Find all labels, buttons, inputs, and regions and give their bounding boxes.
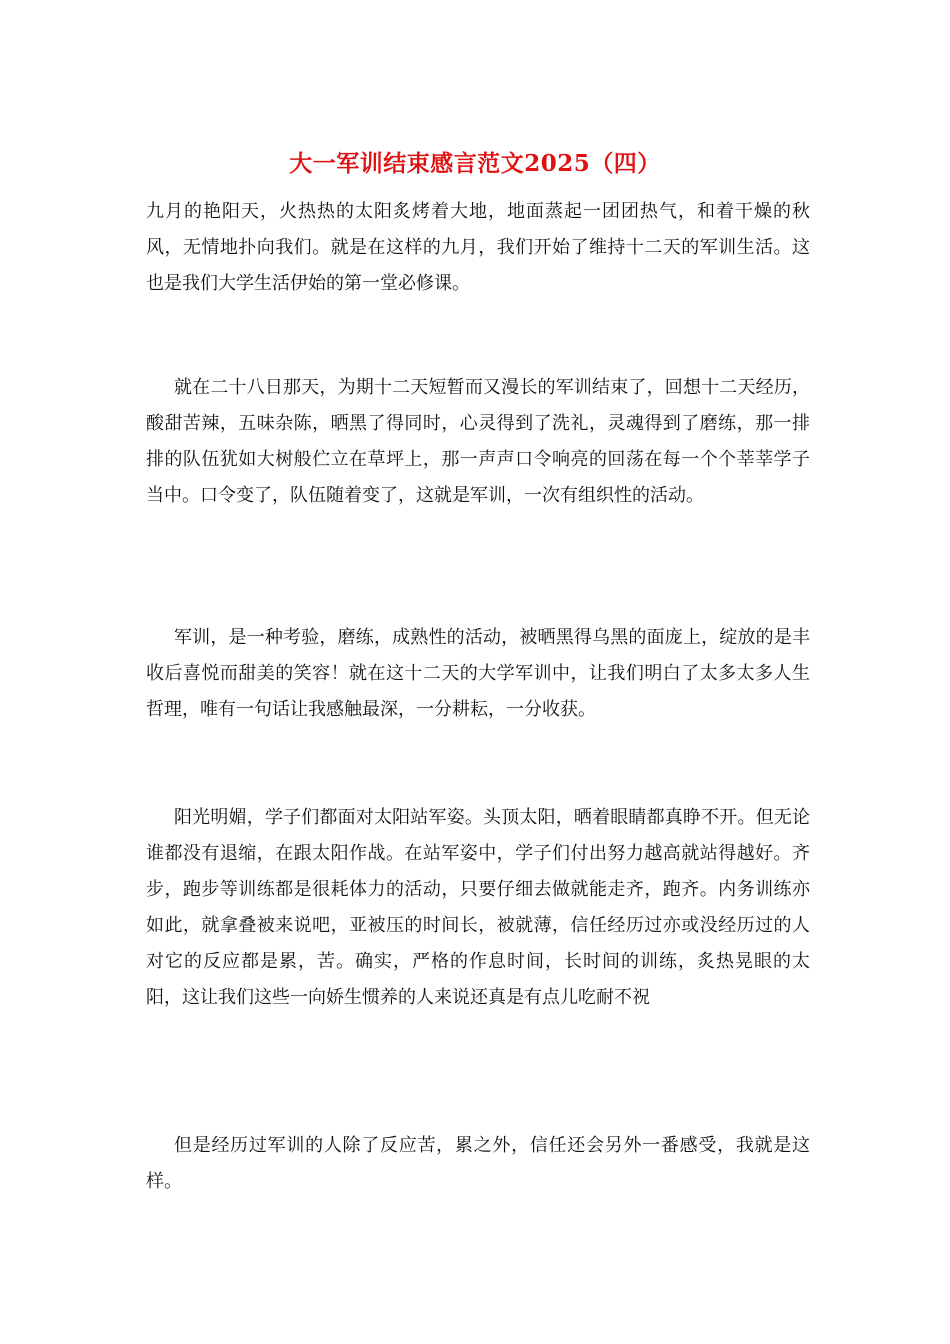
paragraph-3: 军训，是一种考验，磨练，成熟性的活动，被晒黑得乌黑的面庞上，绽放的是丰收后喜悦而甜美的笑容！就在这十二天的大学军训中，让我们明白了太多太多人生哲理，唯有一句话让我感触最深，一分耕耘，一分收获。 <box>146 627 810 720</box>
paragraph-5: 但是经历过军训的人除了反应苦，累之外，信任还会另外一番感受，我就是这样。 <box>146 1135 810 1192</box>
document-title: 大一军训结束感言范文2025（四） <box>289 150 661 177</box>
paragraph-4: 阳光明媚，学子们都面对太阳站军姿。头顶太阳，晒着眼睛都真睁不开。但无论谁都没有退缩，在跟太阳作战。在站军姿中，学子们付出努力越高就站得越好。齐步，跑步等训练都是很耗体力的活动，只要仔细去做就能走齐，跑齐。内务训练亦如此，就拿叠被来说吧，亚被压的时间长，被就薄，信任经历过亦或没经历过的人对它的反应都是累，苦。确实，严格的作息时间，长时间的训练，炙热晃眼的太阳，这让我们这些一向娇生惯养的人来说还真是有点儿吃耐不祝 <box>146 807 810 1008</box>
paragraph-2: 就在二十八日那天，为期十二天短暂而又漫长的军训结束了，回想十二天经历，酸甜苦辣，五味杂陈，晒黑了得同时，心灵得到了洗礼，灵魂得到了磨练，那一排排的队伍犹如大树般伫立在草坪上，那一声声口令响亮的回荡在每一个个莘莘学子当中。口令变了，队伍随着变了，这就是军训，一次有组织性的活动。 <box>146 377 810 506</box>
paragraph-1: 九月的艳阳天，火热热的太阳炙烤着大地，地面蒸起一团团热气，和着干燥的秋风，无情地扑向我们。就是在这样的九月，我们开始了维持十二天的军训生活。这也是我们大学生活伊始的第一堂必修课。 <box>146 201 810 294</box>
